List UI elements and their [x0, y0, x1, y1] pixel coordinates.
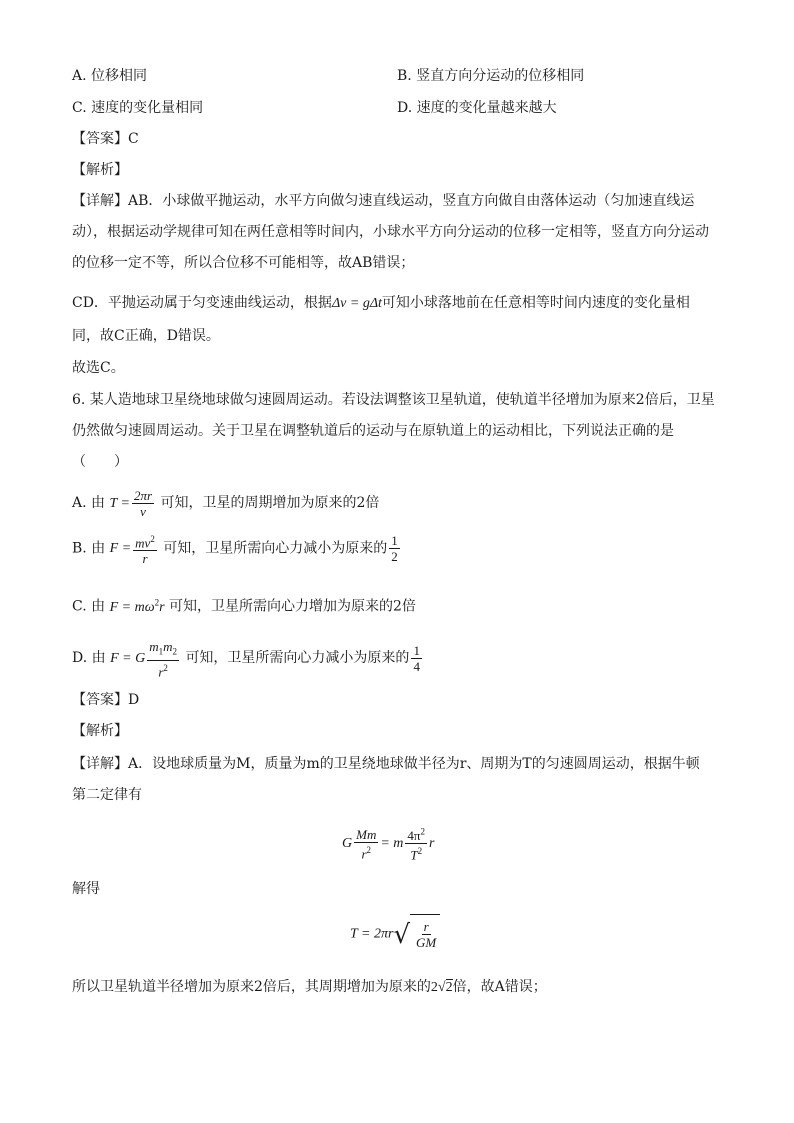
- q5-detail-line-2: 动），根据运动学规律可知在两任意相等时间内，小球水平方向分运动的位移一定相等，竖直方向分运动: [72, 224, 709, 240]
- q5-conclusion: 故选C。: [72, 360, 125, 376]
- q5-detail-4-prefix: CD．平抛运动属于匀变速曲线运动，根据: [72, 295, 332, 311]
- q6-option-c-suffix: 可知，卫星所需向心力增加为原来的2倍: [168, 598, 416, 615]
- q6-option-a-formula: T = $\frac{2\pi r}{v}$: [109, 488, 153, 520]
- q5-detail-line-3: 的位移一定不等，所以合位移不可能相等，故AB错误；: [72, 255, 415, 271]
- q5-option-b: B. 竖直方向分运动的位移相同: [397, 68, 585, 84]
- q5-answer: 【答案】C: [72, 131, 139, 147]
- q6-option-d: [72, 639, 424, 679]
- q6-option-c-prefix: C. 由: [72, 598, 106, 615]
- q6-detail-line-3: [72, 978, 547, 997]
- q6-option-d-fraction-quarter: $\frac{1}{4}$: [413, 642, 420, 674]
- q5-detail-line-4: [72, 294, 690, 313]
- q5-analysis-label: 【解析】: [72, 162, 128, 178]
- q5-option-c: C. 速度的变化量相同: [72, 100, 204, 116]
- q6-detail-line-2: 第二定律有: [72, 787, 142, 803]
- q6-stem-line-2: 仍然做匀速圆周运动。关于卫星在调整轨道后的运动与在原轨道上的运动相比，下列说法正确的是: [72, 423, 674, 439]
- q6-option-d-formula: F = G $\frac{m_1m_2}{r^2}$: [110, 639, 177, 679]
- q6-solve-label: 解得: [72, 881, 100, 897]
- q6-option-a-suffix: 可知，卫星的周期增加为原来的2倍: [160, 495, 380, 511]
- q6-option-a-prefix: A. 由: [72, 495, 106, 511]
- q5-option-d: D. 速度的变化量越来越大: [397, 100, 557, 116]
- q5-option-a: A. 位移相同: [72, 68, 148, 84]
- q5-detail-4-suffix: 可知小球落地前在任意相等时间内速度的变化量相: [381, 295, 690, 311]
- q6-analysis-label: 【解析】: [72, 723, 128, 739]
- q6-option-b: [72, 532, 402, 566]
- q5-detail-line-5: 同，故C正确，D错误。: [72, 328, 220, 344]
- q6-stem-line-1: 6. 某人造地球卫星绕地球做匀速圆周运动。若设法调整该卫星轨道，使轨道半径增加为原来2倍后，卫星: [72, 392, 715, 408]
- q6-detail-line-1: 【详解】A．设地球质量为M，质量为m的卫星绕地球做半径为r、周期为T的匀速圆周运动，根据牛顿: [72, 756, 700, 772]
- q6-detail-3-suffix: 倍，故A错误；: [452, 979, 547, 995]
- q6-option-c-formula: $F = m\omega^2r$: [109, 597, 165, 615]
- q5-detail-line-1: 【详解】AB．小球做平抛运动，水平方向做匀速直线运动，竖直方向做自由落体运动（匀加速直线运: [72, 193, 695, 209]
- q6-equation-gravitation: G $\frac{Mm}{r^2}$ = m $\frac{4\pi^2}{T^2}$ r: [342, 826, 435, 863]
- q6-detail-3-prefix: 所以卫星轨道半径增加为原来2倍后，其周期增加为原来的: [72, 979, 431, 995]
- q6-option-b-formula: F = $\frac{mv^2}{r}$: [109, 534, 155, 567]
- q6-option-d-prefix: D. 由: [72, 650, 106, 667]
- q5-formula-delta-v: Δv = gΔt: [331, 296, 382, 311]
- q6-option-a: [72, 487, 379, 520]
- q6-formula-two-root-two: 2√2: [430, 980, 453, 995]
- q6-stem-line-3: （ ）: [72, 454, 128, 470]
- q6-option-c: [72, 593, 416, 617]
- q6-option-b-suffix: 可知，卫星所需向心力减小为原来的: [163, 540, 388, 557]
- q6-answer: 【答案】D: [72, 692, 140, 708]
- q6-option-b-prefix: B. 由: [72, 540, 106, 557]
- q6-option-b-fraction-half: $\frac{1}{2}$: [391, 532, 398, 564]
- q6-option-d-suffix: 可知，卫星所需向心力减小为原来的: [185, 650, 410, 667]
- q6-equation-period: T = 2πr √ $\frac{r}{GM}$: [350, 914, 440, 955]
